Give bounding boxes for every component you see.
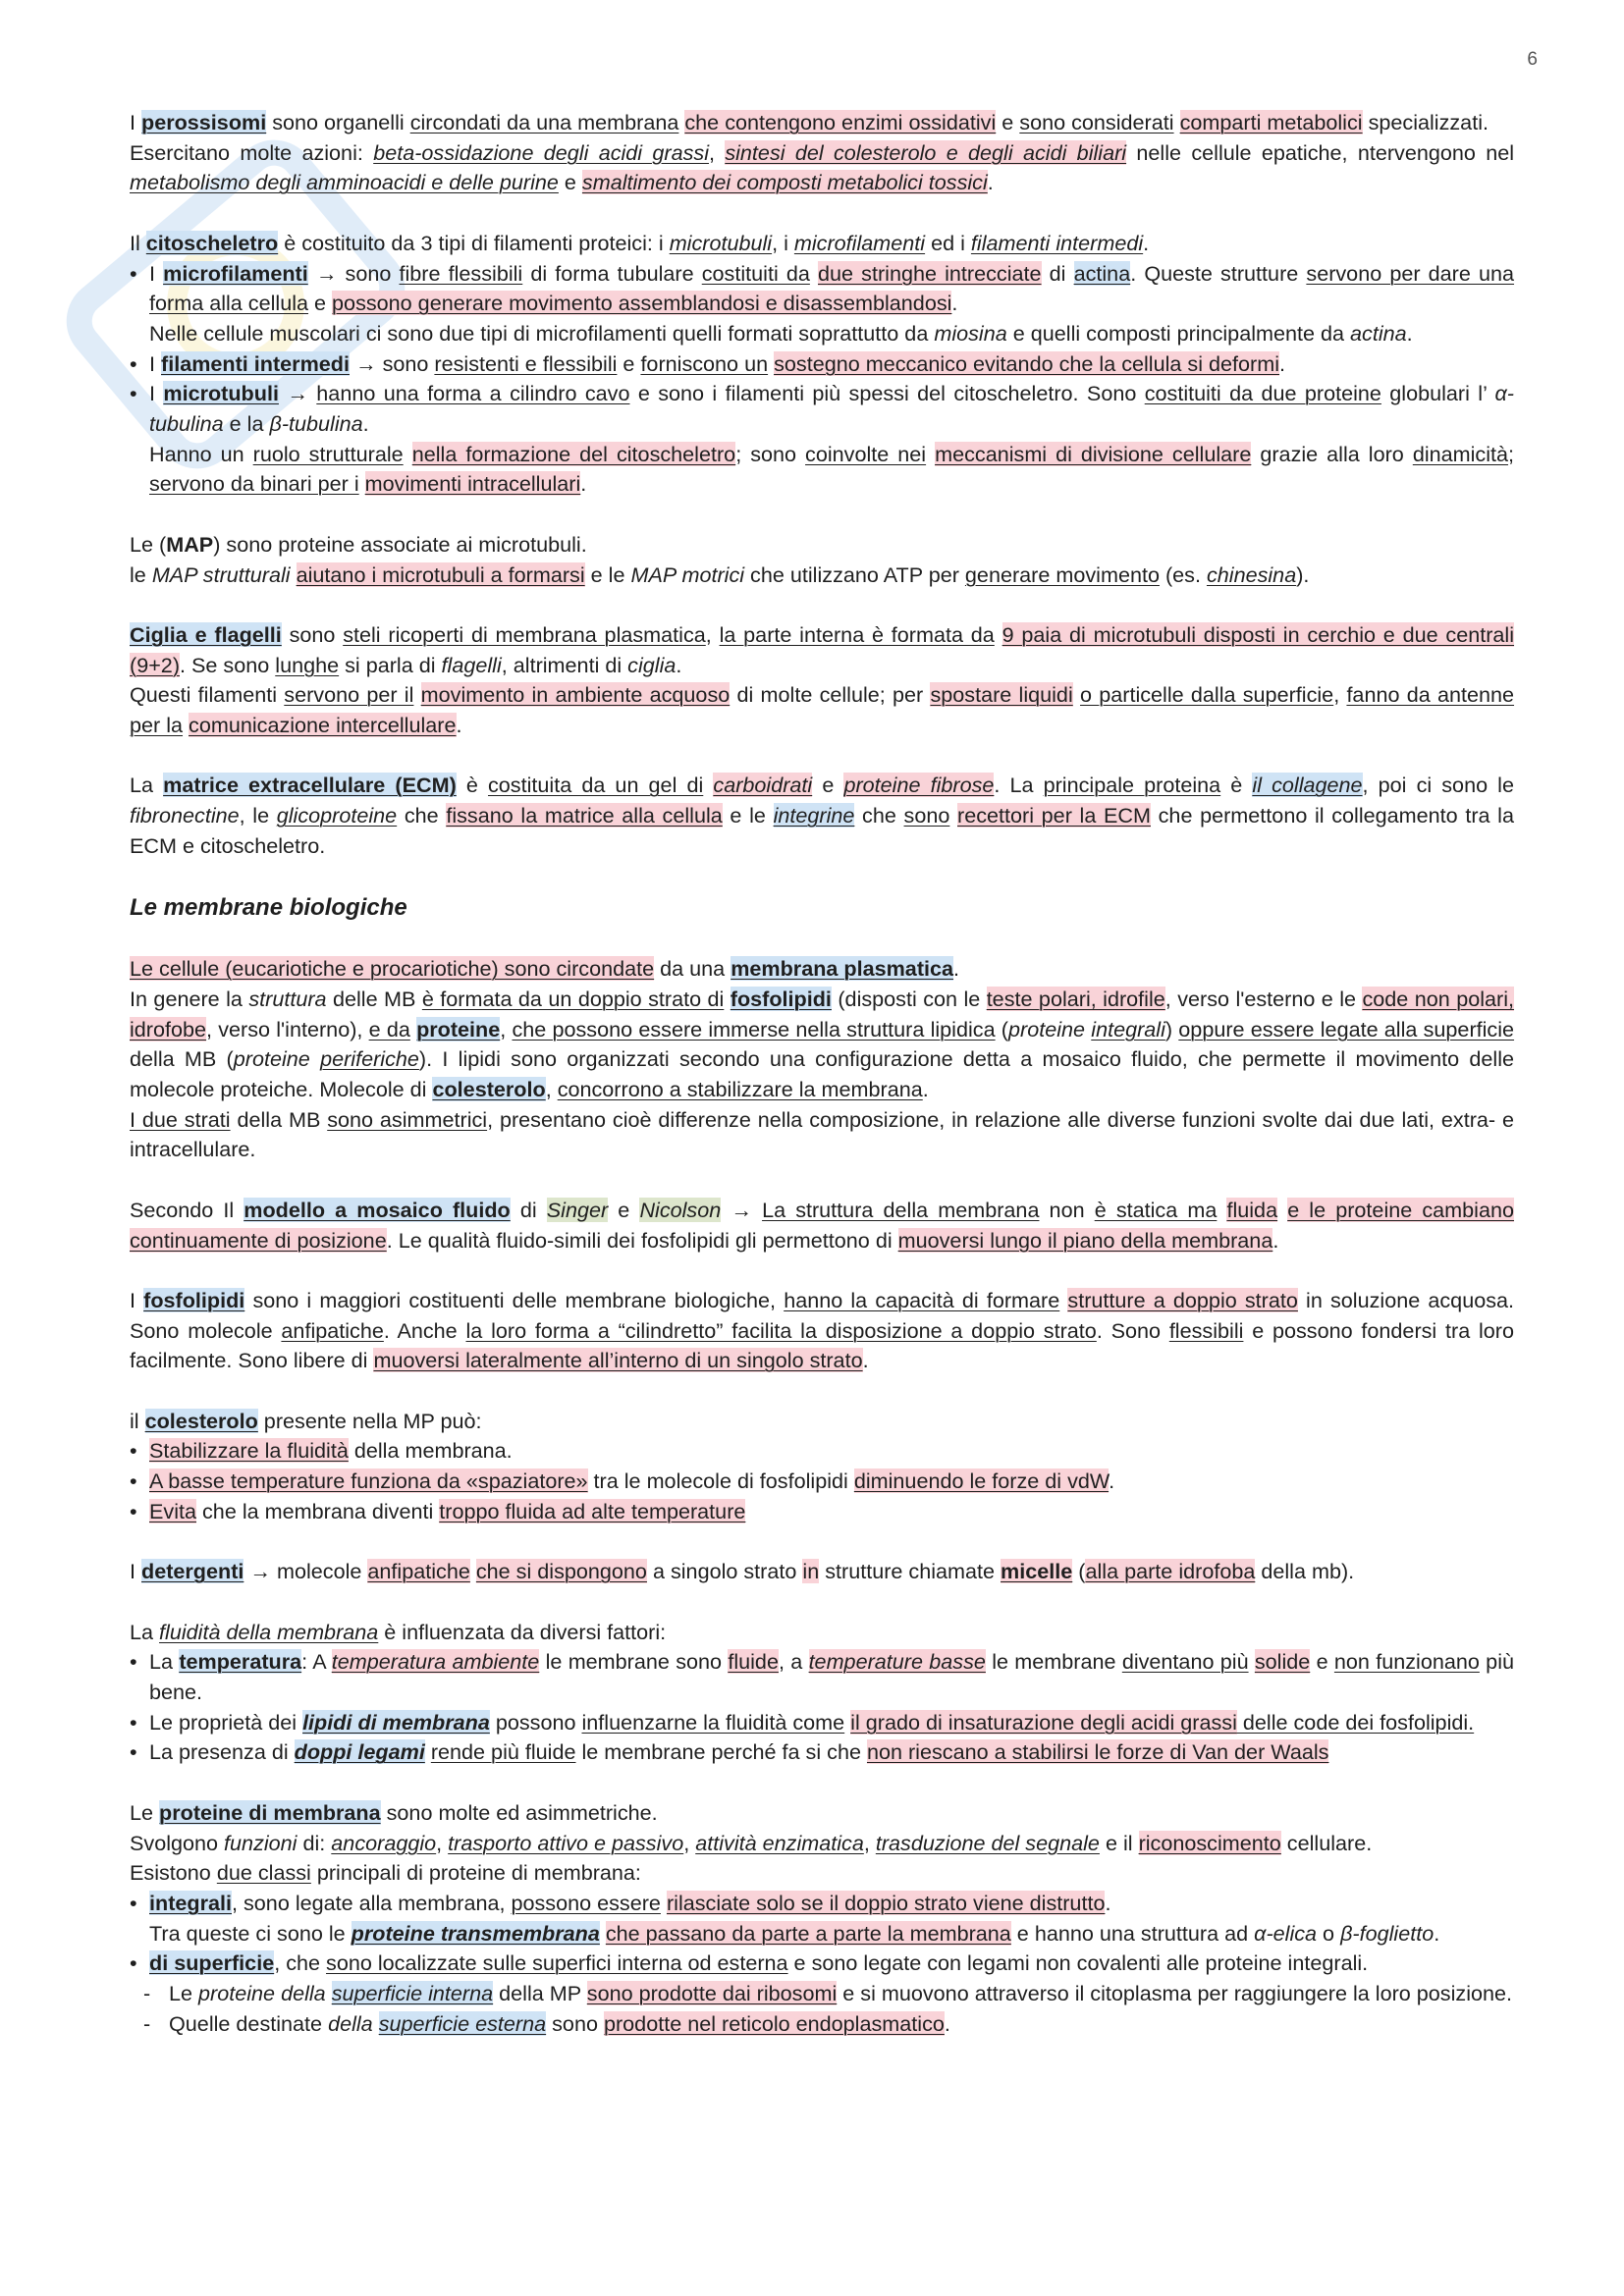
paragraph-proteine-funzioni: Svolgono funzioni di: ancoraggio, trasporto attivo e passivo, attività enzimatica, trasduzione del segnale e il riconoscimento cellulare. [130,1830,1373,1855]
page-number: 6 [1527,49,1538,70]
list-item-microtubuli: • I microtubuli → hanno una forma a cilindro cavo e sono i filamenti più spessi del citoscheletro. Sono costituiti da due proteine globulari l’ α- tubulina e la β-tubulina. Hanno un ruolo strutturale nella formazione del citoscheletro; sono coinvolte nei meccanismi di divisione cellulare grazie alla loro dinamicità; servono da binari per i movimenti intracellulari. [130,379,1514,500]
paragraph-proteine-classi: Esistono due classi principali di proteine di membrana: [130,1860,641,1886]
list-item-superficie: • di superficie, che sono localizzate sulle superfici interna od esterna e sono legate con legami non covalenti alle proteine integrali. [130,1949,1514,1979]
list-item-temperatura: • La temperatura: A temperatura ambiente le membrane sono fluide, a temperature basse le membrane diventano più solide e non funzionano più bene. [130,1647,1514,1707]
list-item-lipidi: • Le proprietà dei lipidi di membrana possono influenzarne la fluidità come il grado di insaturazione degli acidi grassi delle code dei fosfolipidi. [130,1708,1514,1738]
paragraph-membrana-intro: Le cellule (eucariotiche e procariotiche) sono circondate da una membrana plasmatica. [130,956,960,982]
list-item-microfilamenti: • I microfilamenti → sono fibre flessibili di forma tubulare costituiti da due stringhe intrecciate di actina. Queste strutture servono per dare una forma alla cellula e possono generare movimento assemblandosi e disassemblandosi. Nelle cellule muscolari ci sono due tipi di microfilamenti quelli formati soprattutto da miosina e quelli composti principalmente da actina. [130,259,1514,349]
paragraph-fosfolipidi: I fosfolipidi sono i maggiori costituenti delle membrane biologiche, hanno la capacità di formare strutture a doppio strato in soluzione acquosa. Sono molecole anfipatiche. Anche la loro forma a “cilindretto” facilita la disposizione a doppio strato. Sono flessibili e possono fondersi tra loro facilmente. Sono libere di muoversi lateralmente all’interno di un singolo strato. [130,1287,1515,1373]
paragraph-map: Le (MAP) sono proteine associate ai microtubuli. [130,531,587,557]
paragraph-ciglia-funzione: Questi filamenti servono per il movimento in ambiente acquoso di molte cellule; per spostare liquidi o particelle dalla superficie, fanno da antenne per la comunicazione intercellulare. [130,682,1515,738]
list-item-superficie-interna: - Le proteine della superficie interna della MP sono prodotte dai ribosomi e si muovono attraverso il citoplasma per raggiungere la loro posizione. [130,1979,1514,2009]
colesterolo-list [130,1436,1514,1526]
list-item-filamenti-intermedi: • I filamenti intermedi → sono resistenti e flessibili e forniscono un sostegno meccanico evitando che la cellula si deformi. [130,349,1514,380]
list-item-colesterolo-1: • Stabilizzare la fluidità della membrana. [130,1436,1514,1467]
paragraph-colesterolo: il colesterolo presente nella MP può: [130,1408,482,1433]
document-body [130,108,1514,2039]
paragraph-ecm: La matrice extracellulare (ECM) è costituita da un gel di carboidrati e proteine fibrose. La principale proteina è il collagene, poi ci sono le fibronectine, le glicoproteine che fissano la matrice alla cellula e le integrine che sono recettori per la ECM che permettono il collegamento tra la ECM e citoscheletro. [130,773,1514,858]
paragraph-proteine-membrana: Le proteine di membrana sono molte ed asimmetriche. [130,1799,658,1825]
list-item-superficie-esterna: - Quelle destinate della superficie esterna sono prodotte nel reticolo endoplasmatico. [130,2009,1514,2040]
list-item-doppi-legami: • La presenza di doppi legami rende più fluide le membrane perché fa si che non riescano a stabilirsi le forze di Van der Waals [130,1737,1514,1768]
paragraph-map-tipi: le MAP strutturali aiutano i microtubuli a formarsi e le MAP motrici che utilizzano ATP per generare movimento (es. chinesina). [130,561,1310,587]
paragraph-fluidita: La fluidità della membrana è influenzata da diversi fattori: [130,1619,667,1644]
list-item-integrali: • integrali, sono legate alla membrana, possono essere rilasciate solo se il doppio strato viene distrutto. Tra queste ci sono le proteine transmembrana che passano da parte a parte la membrana e hanno una struttura ad α-elica o β-foglietto. [130,1889,1514,1949]
paragraph-perossisomi-azioni: Esercitano molte azioni: beta-ossidazione degli acidi grassi, sintesi del colesterolo e degli acidi biliari nelle cellule epatiche, ntervengono nel metabolismo degli amminoacidi e delle purine e smaltimento dei composti metabolici tossici. [130,139,1515,195]
paragraph-membrana-struttura: In genere la struttura delle MB è formata da un doppio strato di fosfolipidi (disposti con le teste polari, idrofile, verso l'esterno e le code non polari, idrofobe, verso l'interno), e da proteine, che possono essere immerse nella struttura lipidica (proteine integrali) oppure essere legate alla superficie della MB (proteine periferiche). I lipidi sono organizzati secondo una configurazione detta a mosaico fluido, che permette il movimento delle molecole proteiche. Molecole di colesterolo, concorrono a stabilizzare la membrana. [130,986,1515,1102]
paragraph-membrana-asimmetria: I due strati della MB sono asimmetrici, presentano cioè differenze nella composizione, in relazione alle diverse funzioni svolte dai due lati, extra- e intracellulare. [130,1106,1514,1162]
paragraph-detergenti: I detergenti → molecole anfipatiche che si dispongono a singolo strato in strutture chiamate micelle (alla parte idrofoba della mb). [130,1559,1355,1584]
citoscheletro-list [130,259,1514,501]
list-item-colesterolo-3: • Evita che la membrana diventi troppo fluida ad alte temperature [130,1497,1514,1527]
paragraph-citoscheletro: Il citoscheletro è costituito da 3 tipi di filamenti proteici: i microtubuli, i microfilamenti ed i filamenti intermedi. [130,230,1150,255]
section-heading-membrane: Le membrane biologiche [130,894,407,922]
paragraph-perossisomi: I perossisomi sono organelli circondati da una membrana che contengono enzimi ossidativi e sono considerati comparti metabolici specializzati. [130,110,1489,134]
proteine-list [130,1889,1514,2040]
list-item-colesterolo-2: • A basse temperature funziona da «spaziatore» tra le molecole di fosfolipidi diminuendo le forze di vdW. [130,1467,1514,1497]
fluidita-list [130,1647,1514,1768]
paragraph-mosaico-fluido: Secondo Il modello a mosaico fluido di Singer e Nicolson → La struttura della membrana non è statica ma fluida e le proteine cambiano continuamente di posizione. Le qualità fluido-simili dei fosfolipidi gli permettono di muoversi lungo il piano della membrana. [130,1197,1514,1253]
paragraph-ciglia: Ciglia e flagelli sono steli ricoperti di membrana plasmatica, la parte interna è formata da 9 paia di microtubuli disposti in cerchio e due centrali (9+2). Se sono lunghe si parla di flagelli, altrimenti di ciglia. [130,621,1515,677]
